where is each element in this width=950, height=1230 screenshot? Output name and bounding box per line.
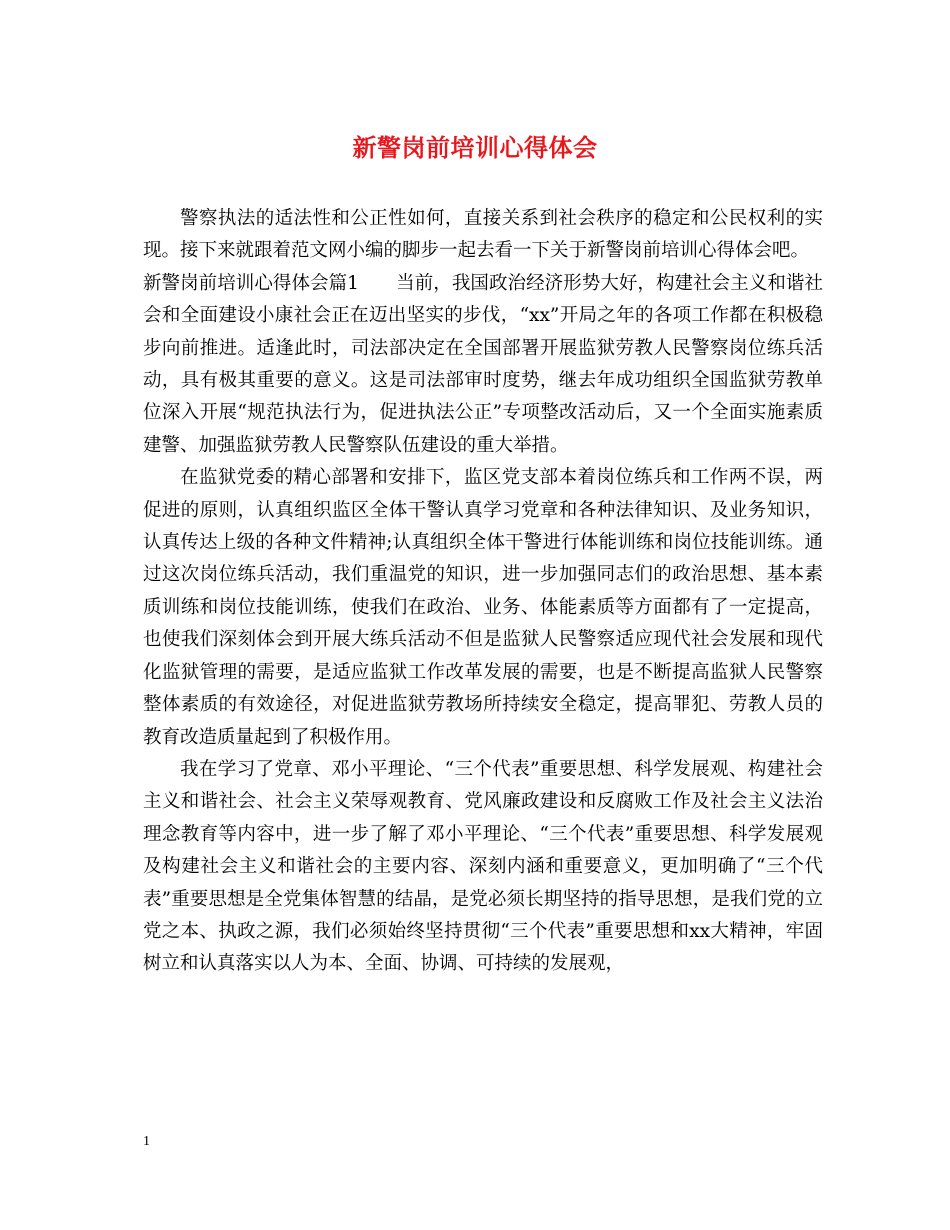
document-title: 新警岗前培训心得体会 [352, 133, 598, 162]
paragraph-training: 在监狱党委的精心部署和安排下，监区党支部本着岗位练兵和工作两不误，两促进的原则，认真组织监区全体干警认真学习党章和各种法律知识、及业务知识，认真传达上级的各种文件精神;认真组织全体干警进行体能训练和岗位技能训练。通过这次岗位练兵活动，我们重温党的知识，进一步加强同志们的政治思想、基本素质训练和岗位技能训练，使我们在政治、业务、体能素质等方面都有了一定提高，也使我们深刻体会到开展大练兵活动不但是监狱人民警察适应现代社会发展和现代化监狱管理的需要，是适应监狱工作改革发展的需要，也是不断提高监狱人民警察整体素质的有效途径，对促进监狱劳教场所持续安全稳定，提高罪犯、劳教人员的教育改造质量起到了积极作用。 [143, 467, 823, 748]
page-number: 1 [143, 1134, 150, 1149]
paragraph-intro: 警察执法的适法性和公正性如何，直接关系到社会秩序的稳定和公民权利的实现。接下来就跟着范文网小编的脚步一起去看一下关于新警岗前培训心得体会吧。 [143, 208, 823, 262]
document-body [143, 203, 823, 981]
paragraph-study: 我在学习了党章、邓小平理论、“三个代表”重要思想、科学发展观、构建社会主义和谐社会、社会主义荣辱观教育、党风廉政建设和反腐败工作及社会主义法治理念教育等内容中，进一步了解了邓小平理论、“三个代表”重要思想、科学发展观及构建社会主义和谐社会的主要内容、深刻内涵和重要意义，更加明确了“三个代表”重要思想是全党集体智慧的结晶，是党必须长期坚持的指导思想，是我们党的立党之本、执政之源，我们必须始终坚持贯彻“三个代表”重要思想和xx大精神，牢固树立和认真落实以人为本、全面、协调、可持续的发展观， [143, 758, 823, 975]
paragraph-section-1: 新警岗前培训心得体会篇1 当前，我国政治经济形势大好，构建社会主义和谐社会和全面建设小康社会正在迈出坚实的步伐，“xx”开局之年的各项工作都在积极稳步向前推进。适逢此时，司法部决定在全国部署开展监狱劳教人民警察岗位练兵活动，具有极其重要的意义。这是司法部审时度势，继去年成功组织全国监狱劳教单位深入开展“规范执法行为，促进执法公正”专项整改活动后，又一个全面实施素质建警、加强监狱劳教人民警察队伍建设的重大举措。 [143, 272, 823, 456]
